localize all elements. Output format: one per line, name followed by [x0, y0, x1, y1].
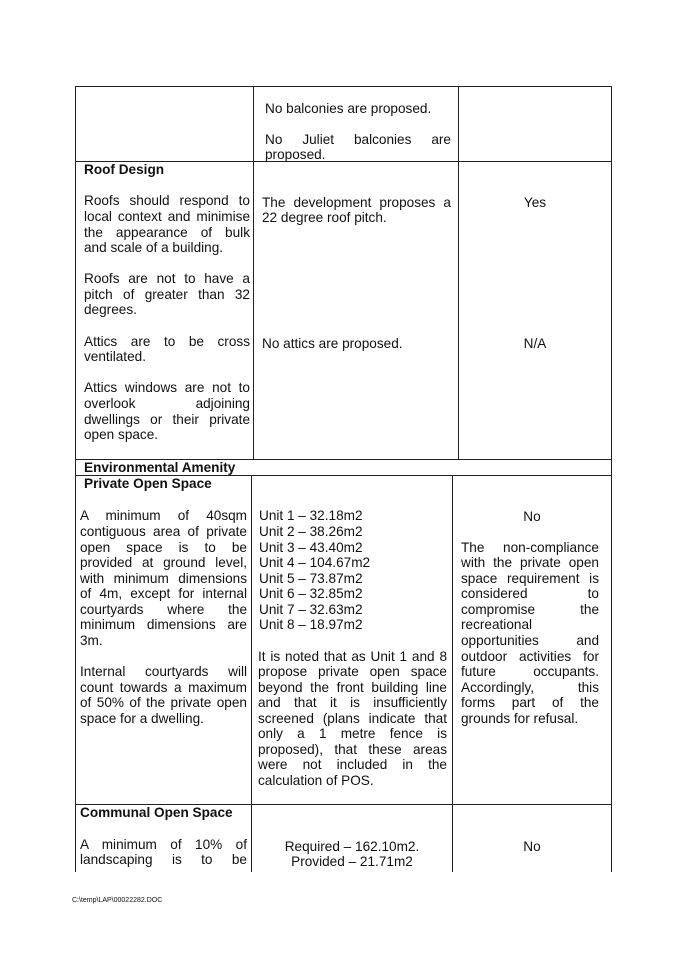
- text-line: calculation of POS.: [258, 773, 374, 788]
- juliet-balconies-line: proposed.: [265, 147, 326, 162]
- table-top-border: [75, 86, 612, 87]
- text-line: compromise the: [461, 602, 599, 617]
- text-line: ventilated.: [84, 349, 146, 364]
- text-line: courtyards where the: [80, 602, 247, 617]
- text-line: opportunities and: [461, 633, 599, 648]
- cos-provided: Provided – 21.71m2: [291, 854, 413, 869]
- communal-open-space-heading: Communal Open Space: [80, 805, 233, 820]
- unit-area: Unit 1 – 32.18m2: [259, 508, 363, 523]
- text-line: provided at ground level,: [80, 555, 247, 570]
- column-divider-2-upper: [458, 86, 459, 459]
- text-line: propose private open space: [258, 664, 447, 679]
- text-line: dwellings or their private: [84, 412, 250, 427]
- text-line: future occupants.: [461, 664, 599, 679]
- unit-area: Unit 4 – 104.67m2: [259, 555, 371, 570]
- column-divider-1-lower: [251, 475, 252, 872]
- text-line: only a 1 metre fence is: [258, 726, 447, 741]
- text-line: The non-compliance: [461, 540, 599, 555]
- text-line: outdoor activities for: [461, 649, 599, 664]
- text-line: considered to: [461, 586, 599, 601]
- word: No: [265, 132, 283, 147]
- unit-area: Unit 3 – 43.40m2: [259, 540, 363, 555]
- roof-proposal-2: No attics are proposed.: [262, 336, 403, 351]
- text-line: forms part of the: [461, 695, 599, 710]
- environmental-amenity-heading: Environmental Amenity: [84, 460, 236, 475]
- pos-compliance: No: [523, 509, 541, 524]
- text-line: minimum dimensions are: [80, 617, 247, 632]
- text-line: Accordingly, this: [461, 680, 599, 695]
- unit-area: Unit 5 – 73.87m2: [259, 571, 363, 586]
- table-right-border: [611, 86, 612, 872]
- text-line: Internal courtyards will: [80, 664, 247, 679]
- unit-area: Unit 7 – 32.63m2: [259, 602, 363, 617]
- word: Juliet: [302, 132, 335, 147]
- text-line: were not included in the: [258, 757, 447, 772]
- text-line: and scale of a building.: [84, 240, 224, 255]
- table-left-border: [75, 86, 76, 872]
- cos-required: Required – 162.10m2.: [284, 839, 420, 854]
- text-line: recreational: [461, 617, 533, 632]
- text-line: local context and minimise: [84, 209, 250, 224]
- juliet-balconies-line: [265, 132, 451, 148]
- text-line: space for a dwelling.: [80, 711, 204, 726]
- text-line: Roofs should respond to: [84, 193, 250, 208]
- word: balconies: [353, 132, 412, 147]
- text-line: landscaping is to be: [80, 852, 247, 867]
- text-line: of 4m, except for internal: [80, 586, 247, 601]
- footer-file-path: C:\temp\LAP\00022282.DOC: [72, 897, 163, 904]
- roof-compliance-2: N/A: [523, 336, 547, 351]
- text-line: open space.: [84, 427, 159, 442]
- text-line: space requirement is: [461, 571, 599, 586]
- text-line: degrees.: [84, 302, 137, 317]
- text-line: 22 degree roof pitch.: [262, 210, 387, 225]
- text-line: pitch of greater than 32: [84, 287, 250, 302]
- text-line: Attics windows are not to: [84, 380, 250, 395]
- text-line: the appearance of bulk: [84, 225, 250, 240]
- column-divider-1-upper: [253, 86, 254, 459]
- unit-area: Unit 2 – 38.26m2: [259, 524, 363, 539]
- text-line: contiguous area of private: [80, 524, 247, 539]
- text-line: Attics are to be cross: [84, 334, 250, 349]
- roof-compliance-1: Yes: [523, 195, 547, 210]
- text-line: and that it is insufficiently: [258, 695, 447, 710]
- private-open-space-heading: Private Open Space: [84, 476, 212, 491]
- text-line: A minimum of 10% of: [80, 837, 247, 852]
- unit-area: Unit 8 – 18.97m2: [259, 617, 363, 632]
- text-line: overlook adjoining: [84, 396, 250, 411]
- text-line: It is noted that as Unit 1 and 8: [258, 649, 447, 664]
- text-line: grounds for refusal.: [461, 711, 579, 726]
- column-divider-2-lower: [452, 475, 453, 872]
- text-line: screened (plans indicate that: [258, 711, 447, 726]
- text-line: with minimum dimensions: [80, 571, 247, 586]
- cos-compliance: No: [523, 839, 541, 854]
- text-line: Roofs are not to have a: [84, 271, 250, 286]
- unit-area: Unit 6 – 32.85m2: [259, 586, 363, 601]
- text-line: open space is to be: [80, 540, 247, 555]
- text-line: beyond the front building line: [258, 680, 447, 695]
- text-line: The development proposes a: [262, 195, 451, 210]
- text-line: with the private open: [461, 555, 599, 570]
- text-line: A minimum of 40sqm: [80, 508, 247, 523]
- word: are: [431, 132, 451, 147]
- text-line: proposed), that these areas: [258, 742, 447, 757]
- text-line: of 50% of the private open: [80, 695, 247, 710]
- text-line: count towards a maximum: [80, 680, 247, 695]
- text-line: 3m.: [80, 633, 103, 648]
- balconies-text: No balconies are proposed.: [265, 101, 432, 116]
- roof-design-heading: Roof Design: [84, 162, 165, 177]
